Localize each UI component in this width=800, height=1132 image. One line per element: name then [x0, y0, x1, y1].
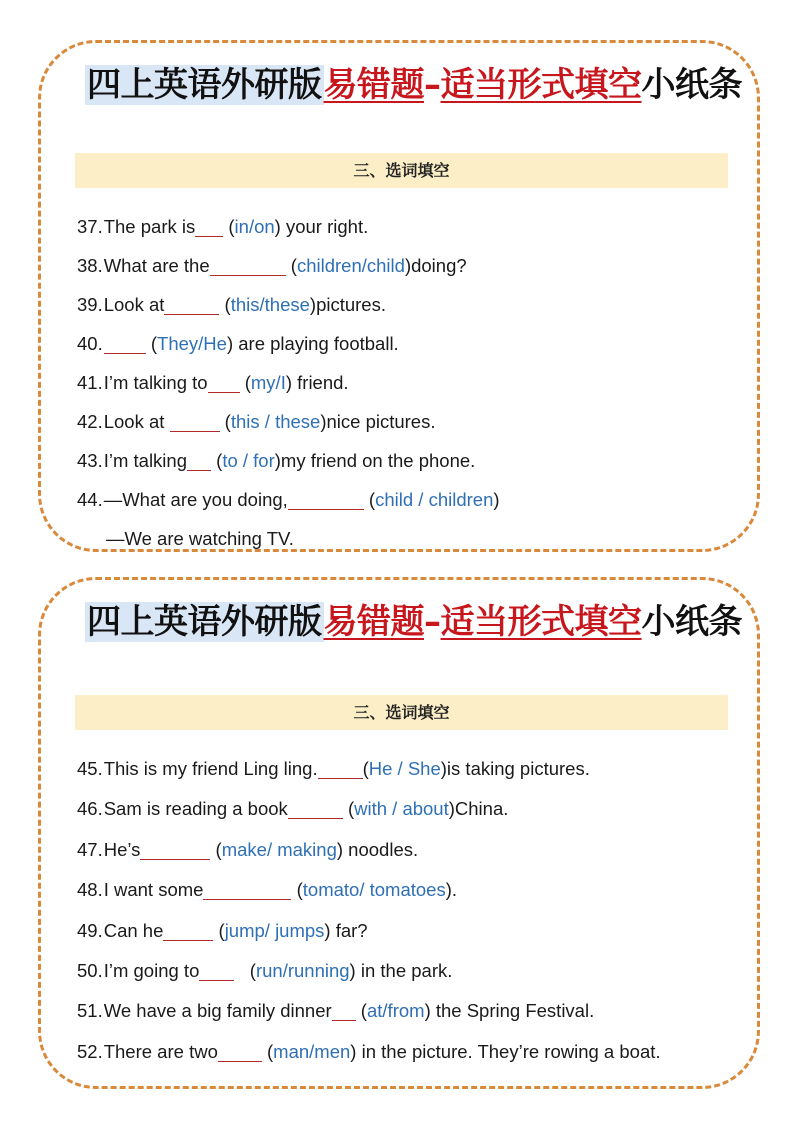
question-text: I’m talking to: [103, 372, 208, 393]
word-options: man/men: [273, 1040, 351, 1062]
paren-open: (: [342, 798, 355, 820]
answer-blank[interactable]: [210, 256, 286, 276]
question-number: 42.: [77, 411, 103, 432]
paren-open: (: [363, 489, 376, 510]
word-options: with / about: [354, 798, 449, 820]
word-options: He / She: [368, 758, 441, 779]
question-number: 38.: [77, 255, 103, 276]
question-text-end: )doing?: [404, 255, 467, 276]
paren-open: (: [219, 411, 231, 432]
question-item: [77, 830, 737, 870]
answer-blank[interactable]: [288, 799, 343, 819]
question-number: 51.: [77, 1000, 103, 1022]
title-part-4: 小纸条: [641, 65, 742, 105]
title-dash: –: [424, 602, 441, 642]
paren-open: (: [291, 879, 303, 901]
word-options: in/on: [234, 216, 275, 237]
section-header: 三、选词填空: [75, 695, 728, 730]
answer-blank[interactable]: [195, 217, 223, 237]
answer-blank[interactable]: [140, 840, 210, 860]
question-text-end: ): [493, 489, 500, 510]
title-part-3: 适当形式填空: [440, 602, 642, 642]
question-number: 44.: [77, 489, 103, 510]
word-options: my/I: [250, 372, 286, 393]
question-item: [77, 911, 737, 951]
question-text: Look at: [103, 294, 165, 315]
question-text: He’s: [103, 838, 141, 860]
question-text-end: )China.: [448, 798, 509, 820]
question-text-end: ) friend.: [285, 372, 349, 393]
title-part-3: 适当形式填空: [440, 65, 642, 105]
answer-blank[interactable]: [208, 373, 240, 393]
paren-open: (: [213, 919, 225, 941]
question-item: [77, 991, 737, 1031]
question-item: [77, 324, 737, 363]
word-options: at/from: [366, 1000, 425, 1022]
question-text: Look at: [103, 411, 170, 432]
question-text: —What are you doing,: [103, 489, 288, 510]
question-text: We have a big family dinner: [103, 1000, 332, 1022]
word-options: child / children: [375, 489, 494, 510]
word-options: They/He: [157, 333, 227, 354]
paren-open: (: [261, 1040, 274, 1062]
answer-blank[interactable]: [163, 921, 213, 941]
question-number: 52.: [77, 1040, 103, 1062]
section-header: 三、选词填空: [75, 153, 728, 188]
question-number: 39.: [77, 294, 103, 315]
answer-blank[interactable]: [332, 1001, 356, 1021]
paren-open: (: [145, 333, 158, 354]
title-dash: –: [424, 65, 441, 105]
question-text-end: ) noodles.: [336, 838, 419, 860]
question-text: I’m going to: [103, 959, 200, 981]
question-text: I’m talking: [103, 450, 187, 471]
question-text-end: )is taking pictures.: [440, 758, 590, 779]
question-item: [77, 363, 737, 402]
question-number: 46.: [77, 798, 103, 820]
paren-open: (: [362, 758, 369, 779]
question-item: [77, 749, 737, 789]
question-text: Can he: [103, 919, 164, 941]
title-part-1: 四上英语外研版: [87, 65, 322, 105]
paren-open: (: [239, 372, 251, 393]
paren-open: (: [210, 838, 222, 860]
word-options: make/ making: [221, 838, 337, 860]
question-list: [77, 749, 737, 1072]
question-text-end: ) in the park.: [349, 959, 453, 981]
answer-blank[interactable]: [218, 1042, 262, 1062]
title-part-2: 易错题: [323, 602, 424, 642]
question-text-end: ) your right.: [274, 216, 369, 237]
answer-blank[interactable]: [187, 451, 211, 471]
answer-blank[interactable]: [288, 490, 364, 510]
paren-open: (: [285, 255, 297, 276]
question-number: 50.: [77, 959, 103, 981]
word-options: to / for: [222, 450, 275, 471]
word-options: tomato/ tomatoes: [302, 879, 446, 901]
paren-open: (: [211, 450, 223, 471]
question-text: Sam is reading a book: [103, 798, 288, 820]
title-part-2: 易错题: [323, 65, 424, 105]
paren-open: (: [234, 959, 256, 981]
question-text: What are the: [103, 255, 210, 276]
question-item: [77, 1032, 737, 1072]
question-item: [77, 951, 737, 991]
question-text-end: )pictures.: [309, 294, 386, 315]
question-text: I want some: [103, 879, 204, 901]
question-text: The park is: [103, 216, 196, 237]
answer-blank[interactable]: [203, 880, 291, 900]
title-part-4: 小纸条: [641, 602, 742, 642]
answer-blank[interactable]: [318, 759, 363, 779]
paren-open: (: [219, 294, 231, 315]
question-text-end: ).: [445, 879, 458, 901]
question-number: 47.: [77, 838, 103, 860]
dialogue-continuation: —We are watching TV.: [106, 528, 294, 549]
worksheet-card-1: [38, 40, 760, 552]
answer-blank[interactable]: [104, 334, 146, 354]
question-number: 48.: [77, 879, 103, 901]
question-text: This is my friend Ling ling.: [103, 758, 318, 779]
word-options: this/these: [230, 294, 310, 315]
question-text-end: ) are playing football.: [226, 333, 399, 354]
word-options: jump/ jumps: [224, 919, 325, 941]
question-number: 49.: [77, 919, 103, 941]
question-item: [77, 402, 737, 441]
question-number: 45.: [77, 758, 103, 779]
question-item: [77, 441, 737, 480]
question-item: [77, 480, 737, 519]
title-part-1: 四上英语外研版: [87, 602, 322, 642]
question-item: [77, 870, 737, 910]
question-item: [77, 246, 737, 285]
question-text-end: )nice pictures.: [320, 411, 436, 432]
question-text-end: ) the Spring Festival.: [424, 1000, 595, 1022]
question-number: 40.: [77, 333, 103, 354]
answer-blank[interactable]: [164, 295, 219, 315]
question-number: 43.: [77, 450, 103, 471]
card-title: [85, 53, 742, 117]
question-item: [77, 207, 737, 246]
word-options: children/child: [296, 255, 405, 276]
answer-blank[interactable]: [199, 961, 234, 981]
paren-open: (: [355, 1000, 367, 1022]
word-options: this / these: [230, 411, 321, 432]
worksheet-card-2: [38, 577, 760, 1089]
question-text: There are two: [103, 1040, 218, 1062]
question-item: [77, 789, 737, 829]
question-number: 37.: [77, 216, 103, 237]
question-number: 41.: [77, 372, 103, 393]
question-list: [77, 207, 737, 558]
question-text-end: ) far?: [324, 919, 368, 941]
card-title: [85, 590, 742, 654]
question-text-end: ) in the picture. They’re rowing a boat.: [350, 1040, 661, 1062]
answer-blank[interactable]: [170, 412, 220, 432]
question-text-end: )my friend on the phone.: [274, 450, 476, 471]
question-item: [77, 285, 737, 324]
paren-open: (: [223, 216, 235, 237]
word-options: run/running: [255, 959, 350, 981]
